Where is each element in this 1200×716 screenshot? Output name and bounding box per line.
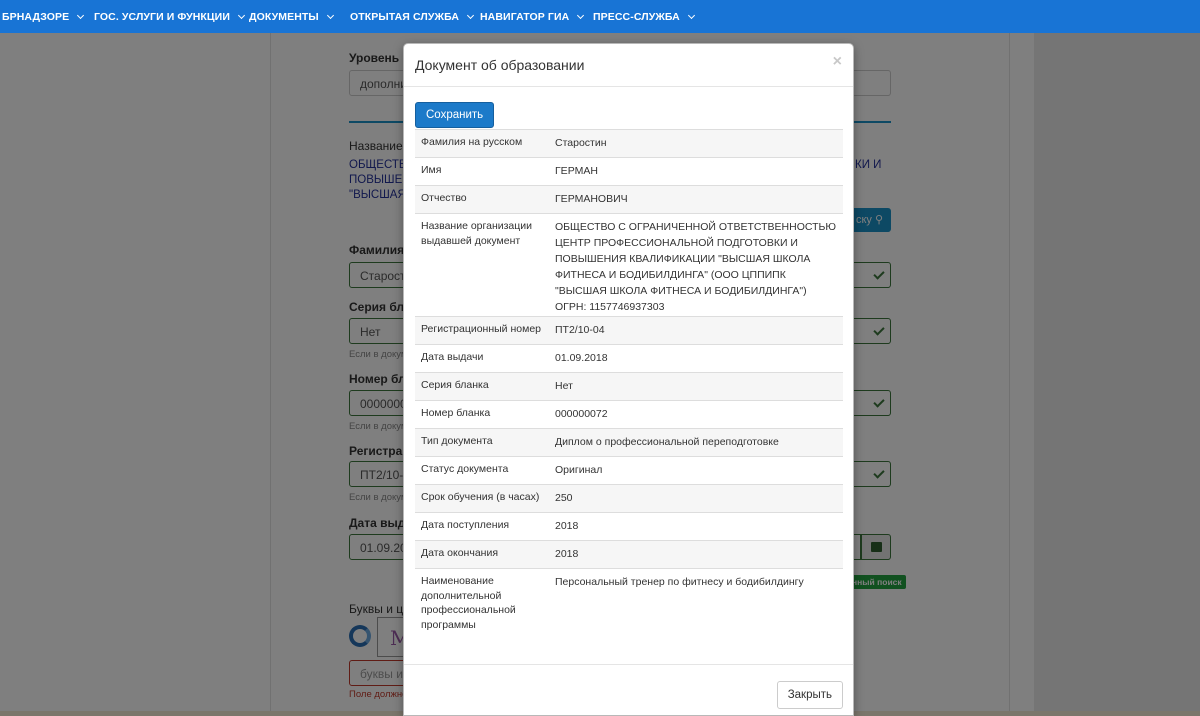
nav-item-label: НАВИГАТОР ГИА [480, 11, 570, 23]
table-row [415, 540, 843, 568]
table-row [415, 213, 843, 316]
close-button[interactable]: Закрыть [777, 681, 843, 709]
row-label: Срок обучения (в часах) [421, 491, 540, 503]
table-row [415, 400, 843, 428]
nav-item-press[interactable] [593, 11, 694, 23]
nav-item-nadzor[interactable] [2, 11, 83, 23]
modal-footer [404, 664, 853, 716]
row-label: Наименование дополнительной профессиональной программы [421, 575, 516, 631]
nav-item-gia-navigator[interactable] [480, 11, 583, 23]
close-icon[interactable]: × [832, 53, 842, 70]
row-value: 2018 [555, 548, 579, 560]
row-value: Нет [555, 380, 573, 392]
table-row [415, 157, 843, 185]
document-details-table [415, 129, 843, 635]
top-navigation [0, 0, 1200, 33]
table-row [415, 512, 843, 540]
nav-item-documents[interactable] [249, 11, 333, 23]
row-value: 250 [555, 492, 573, 504]
row-label: Имя [421, 164, 442, 176]
row-value: ОБЩЕСТВО С ОГРАНИЧЕННОЙ ОТВЕТСТВЕННОСТЬЮ ЦЕНТР ПРОФЕССИОНАЛЬНОЙ ПОДГОТОВКИ И ПОВЫШЕНИЯ КВАЛИФИКАЦИИ "ВЫСШАЯ ШКОЛА ФИТНЕСА И БОДИБИЛДИНГА" (ООО ЦППИПК "ВЫСШАЯ ШКОЛА ФИТНЕСА И БОДИБИЛДИНГА") ОГРН: 1157746937303 [555, 221, 837, 313]
modal-title: Документ об образовании [415, 57, 585, 73]
row-value: ГЕРМАНОВИЧ [555, 193, 628, 205]
row-value: Старостин [555, 137, 607, 149]
row-label: Регистрационный номер [421, 323, 541, 335]
nav-item-services[interactable] [94, 11, 244, 23]
table-row [415, 568, 843, 635]
table-row [415, 185, 843, 213]
row-label: Дата выдачи [421, 351, 484, 363]
table-row [415, 316, 843, 344]
row-value: Диплом о профессиональной переподготовке [555, 436, 779, 448]
chevron-down-icon [327, 11, 334, 18]
row-label: Дата поступления [421, 519, 510, 531]
row-label: Отчество [421, 192, 467, 204]
nav-item-label: ДОКУМЕНТЫ [249, 11, 319, 23]
table-row [415, 484, 843, 512]
row-value: Оригинал [555, 464, 603, 476]
table-row [415, 129, 843, 157]
chevron-down-icon [238, 11, 245, 18]
nav-item-label: ПРЕСС-СЛУЖБА [593, 11, 680, 23]
row-value: 01.09.2018 [555, 352, 608, 364]
nav-item-label: ГОС. УСЛУГИ И ФУНКЦИИ [94, 11, 230, 23]
nav-item-label: ОТКРЫТАЯ СЛУЖБА [350, 11, 460, 23]
table-row [415, 428, 843, 456]
nav-item-label: БРНАДЗОРЕ [2, 11, 70, 23]
row-label: Статус документа [421, 463, 509, 475]
row-label: Номер бланка [421, 407, 491, 419]
document-modal [403, 43, 854, 716]
table-row [415, 372, 843, 400]
row-label: Серия бланка [421, 379, 489, 391]
row-value: Персональный тренер по фитнесу и бодибилдингу [555, 576, 804, 588]
chevron-down-icon [577, 11, 584, 18]
table-row [415, 456, 843, 484]
row-value: ГЕРМАН [555, 165, 598, 177]
table-row [415, 344, 843, 372]
row-value: 000000072 [555, 408, 608, 420]
nav-item-open-service[interactable] [350, 11, 473, 23]
row-value: ПТ2/10-04 [555, 324, 605, 336]
chevron-down-icon [688, 11, 695, 18]
row-label: Дата окончания [421, 547, 499, 559]
row-label: Фамилия на русском [421, 136, 523, 148]
save-button[interactable]: Сохранить [415, 102, 494, 128]
modal-header [404, 44, 853, 87]
row-label: Название организации выдавшей документ [421, 220, 533, 247]
chevron-down-icon [467, 11, 474, 18]
chevron-down-icon [77, 11, 84, 18]
row-value: 2018 [555, 520, 579, 532]
row-label: Тип документа [421, 435, 493, 447]
